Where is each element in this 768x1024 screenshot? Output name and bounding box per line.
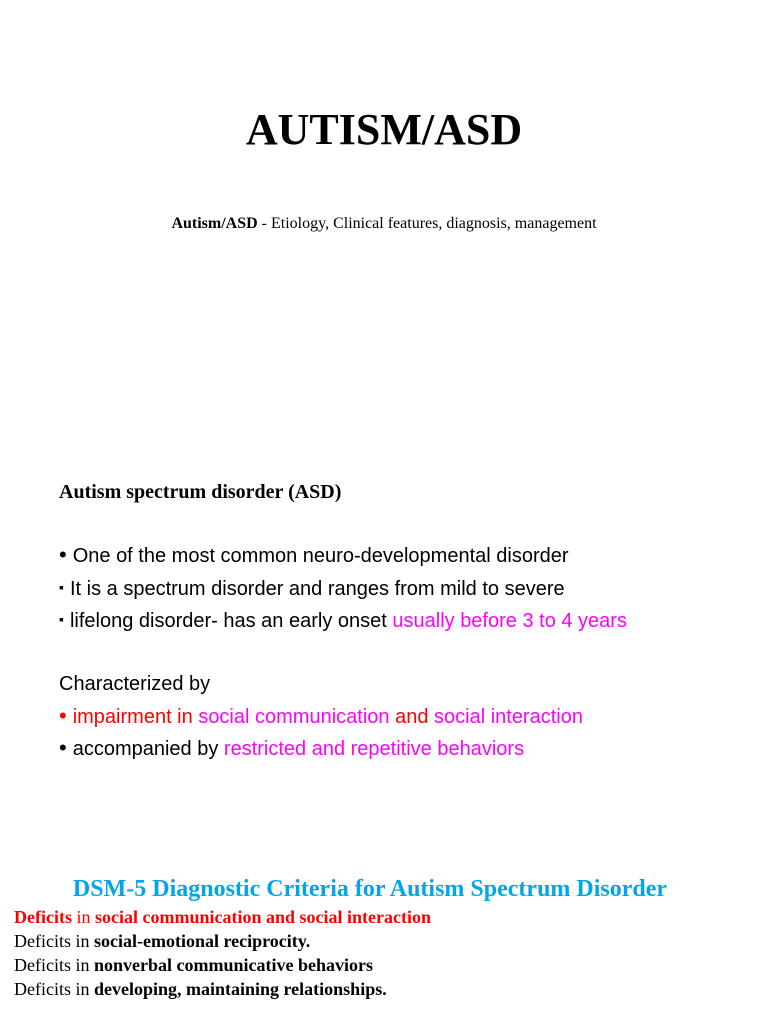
characterized-block xyxy=(59,668,583,764)
bullet-marker: ▪ xyxy=(59,611,64,627)
list-item xyxy=(59,700,583,732)
subtitle-text: - Etiology, Clinical features, diagnosis, management xyxy=(257,215,597,232)
deficits-label: Deficits xyxy=(14,907,72,927)
list-item xyxy=(59,571,627,603)
criterion-text: nonverbal communicative behaviors xyxy=(93,955,373,975)
social-communication-text: social communication xyxy=(198,706,390,728)
list-item xyxy=(14,929,431,953)
impairment-text: impairment in xyxy=(72,706,199,728)
criterion-text: social communication and social interaction xyxy=(95,907,431,927)
bullet-text: lifelong disorder- has an early onset xyxy=(69,610,393,632)
list-item xyxy=(59,603,627,635)
bullet-marker: • xyxy=(59,703,67,728)
list-item xyxy=(14,953,431,977)
asd-bullet-list xyxy=(59,539,627,635)
list-item xyxy=(14,905,431,929)
deficits-prefix: Deficits in xyxy=(14,955,94,975)
onset-highlight: usually before 3 to 4 years xyxy=(392,610,627,632)
list-item xyxy=(14,977,431,1001)
bullet-text: It is a spectrum disorder and ranges from mild to severe xyxy=(69,578,565,600)
asd-heading: Autism spectrum disorder (ASD) xyxy=(59,481,342,503)
list-item xyxy=(59,539,627,571)
bullet-marker: ▪ xyxy=(59,579,64,595)
dsm-heading: DSM-5 Diagnostic Criteria for Autism Spectrum Disorder xyxy=(72,876,668,902)
deficits-prefix: Deficits in xyxy=(14,979,94,999)
social-interaction-text: social interaction xyxy=(434,706,583,728)
list-item xyxy=(59,732,583,764)
in-text: in xyxy=(71,907,95,927)
bullet-marker: • xyxy=(59,542,67,567)
accompanied-text: accompanied by xyxy=(72,738,224,760)
slide-title: AUTISM/ASD xyxy=(245,105,523,154)
bullet-marker: • xyxy=(59,735,67,760)
restricted-behaviors-text: restricted and repetitive behaviors xyxy=(223,738,525,760)
criterion-text: social-emotional reciprocity. xyxy=(93,931,311,951)
bullet-text: One of the most common neuro-developmental disorder xyxy=(72,545,569,567)
deficits-prefix: Deficits in xyxy=(14,931,94,951)
dsm-criteria-list xyxy=(14,905,431,1001)
subtitle-bold: Autism/ASD xyxy=(171,215,258,232)
slide-subtitle xyxy=(0,213,768,235)
criterion-text: developing, maintaining relationships. xyxy=(93,979,387,999)
and-text: and xyxy=(389,706,434,728)
characterized-label: Characterized by xyxy=(59,673,211,695)
